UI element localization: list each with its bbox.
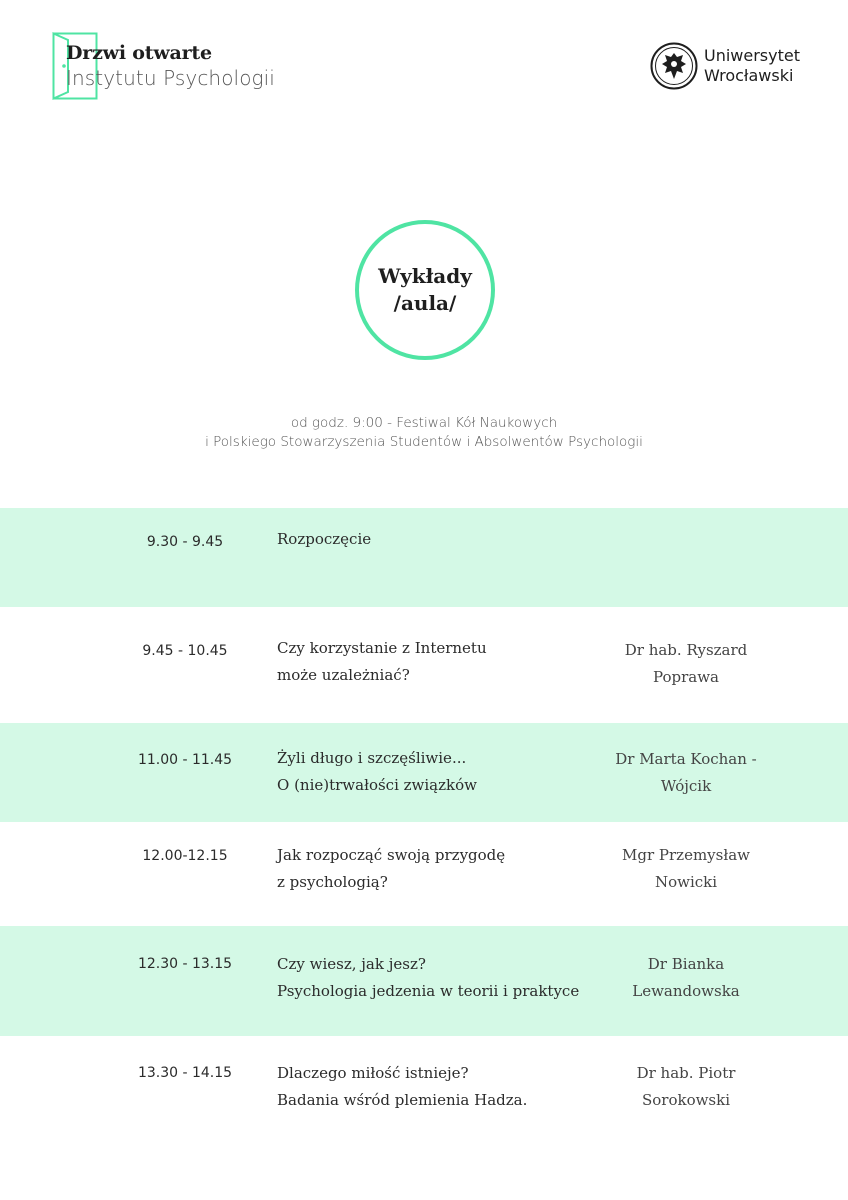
session-time: 12.30 - 13.15 xyxy=(137,956,233,972)
speaker-line2: Sorokowski xyxy=(641,1091,731,1109)
badge-line1: Wykłady xyxy=(378,264,472,288)
session-title xyxy=(277,1060,597,1114)
session-title-line1: Rozpoczęcie xyxy=(277,530,372,548)
university-logo xyxy=(650,42,810,94)
session-time: 12.00-12.15 xyxy=(142,848,228,864)
session-speaker xyxy=(600,746,772,800)
session-title-line1: Czy wiesz, jak jesz? xyxy=(277,955,426,973)
session-title-line1: Czy korzystanie z Internetu xyxy=(277,639,487,657)
schedule-row xyxy=(0,822,848,926)
schedule-row xyxy=(0,508,848,607)
session-title-line1: Dlaczego miłość istnieje? xyxy=(277,1064,469,1082)
speaker-line2: Poprawa xyxy=(652,668,719,686)
session-time: 9.45 - 10.45 xyxy=(142,643,228,659)
speaker-line1: Dr Bianka xyxy=(647,955,725,973)
speaker-line2: Lewandowska xyxy=(632,982,740,1000)
session-title-line2: z psychologią? xyxy=(277,873,388,891)
schedule-row xyxy=(0,607,848,723)
session-time: 9.30 - 9.45 xyxy=(146,534,224,550)
schedule-row xyxy=(0,926,848,1036)
university-seal-icon xyxy=(650,42,698,90)
event-subtitle: Instytutu Psychologii xyxy=(66,66,275,90)
session-title xyxy=(277,635,597,689)
session-title xyxy=(277,951,597,1005)
speaker-line1: Dr Marta Kochan - xyxy=(615,750,757,768)
speaker-line1: Dr hab. Piotr xyxy=(636,1064,736,1082)
speaker-line2: Wójcik xyxy=(660,777,712,795)
badge-line2: /aula/ xyxy=(393,291,457,315)
session-title-line2: może uzależniać? xyxy=(277,666,410,684)
session-title xyxy=(277,842,597,896)
session-title xyxy=(277,526,597,553)
session-time: 11.00 - 11.45 xyxy=(137,752,233,768)
session-title-line1: Jak rozpocząć swoją przygodę xyxy=(277,846,506,864)
schedule-row xyxy=(0,723,848,822)
session-time: 13.30 - 14.15 xyxy=(137,1065,233,1081)
session-title xyxy=(277,745,597,799)
session-speaker xyxy=(600,842,772,896)
session-title-line2: Psychologia jedzenia w teorii i praktyce xyxy=(277,982,580,1000)
university-name-line1: Uniwersytet xyxy=(704,46,800,65)
session-title-line2: O (nie)trwałości związków xyxy=(277,776,477,794)
session-speaker xyxy=(600,1060,772,1114)
speaker-line2: Nowicki xyxy=(654,873,718,891)
university-name-line2: Wrocławski xyxy=(704,66,794,85)
venue-badge xyxy=(355,220,495,360)
intro-line2: i Polskiego Stowarzyszenia Studentów i Absolwentów Psychologii xyxy=(205,434,643,450)
session-title-line1: Żyli długo i szczęśliwie... xyxy=(277,749,467,767)
schedule-row xyxy=(0,1036,848,1146)
session-title-line2: Badania wśród plemienia Hadza. xyxy=(277,1091,528,1109)
speaker-line1: Dr hab. Ryszard xyxy=(624,641,748,659)
session-speaker xyxy=(600,637,772,691)
event-title: Drzwi otwarte xyxy=(66,42,212,64)
speaker-line1: Mgr Przemysław xyxy=(622,846,750,864)
event-logo xyxy=(52,32,312,102)
intro-line1: od godz. 9:00 - Festiwal Kół Naukowych xyxy=(290,415,558,431)
session-speaker xyxy=(600,951,772,1005)
